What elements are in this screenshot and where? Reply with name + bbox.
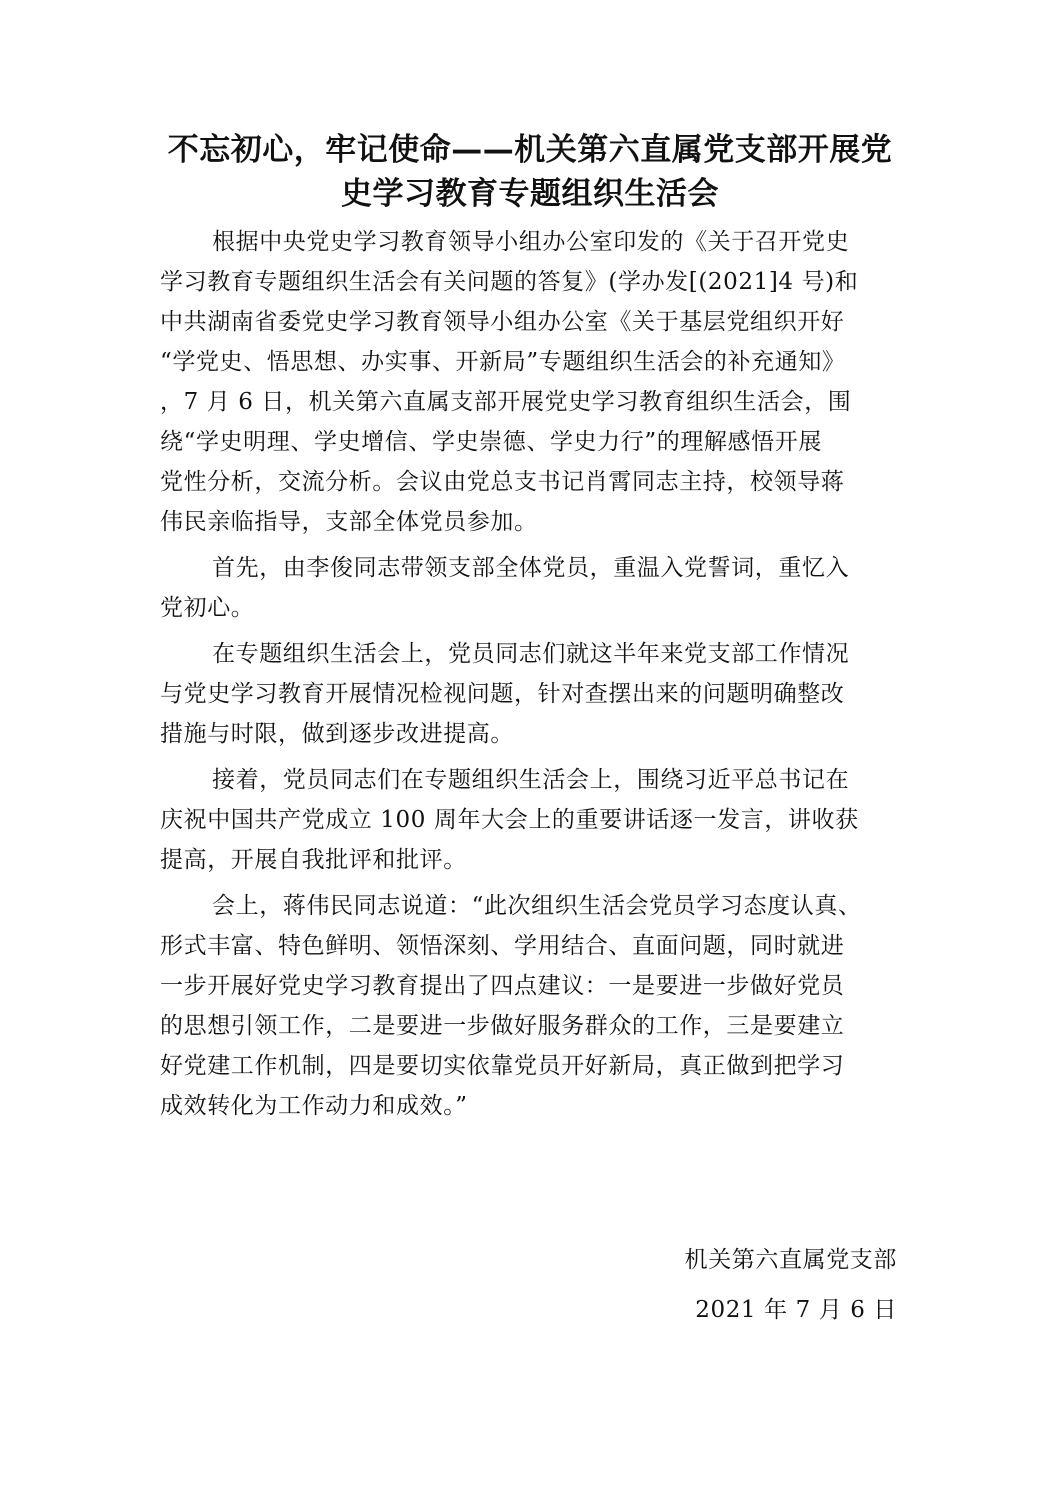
paragraph-line: ，7 月 6 日，机关第六直属支部开展党史学习教育组织生活会，围 (160, 389, 852, 415)
paragraph-line: 一步开展好党史学习教育提出了四点建议：一是要进一步做好党员 (160, 973, 845, 999)
paragraph-line: 会上，蒋伟民同志说道：“此次组织生活会党员学习态度认真、 (212, 893, 862, 919)
paragraph-line: 提高，开展自我批评和批评。 (160, 847, 467, 873)
document-title (150, 128, 910, 216)
paragraph-remarks (160, 886, 895, 1126)
paragraph-line: 庆祝中国共产党成立 100 周年大会上的重要讲话逐一发言，讲收获 (160, 807, 859, 833)
paragraph-line: 绕“学史明理、学史增信、学史崇德、学史力行”的理解感悟开展 (160, 429, 822, 455)
paragraph-review (160, 634, 895, 754)
paragraph-line: 成效转化为工作动力和成效。” (160, 1093, 468, 1119)
paragraph-line: 措施与时限，做到逐步改进提高。 (160, 721, 514, 747)
signature-block (685, 1240, 897, 1340)
paragraph-line: 中共湖南省委党史学习教育领导小组办公室《关于基层党组织开好 (160, 309, 845, 335)
title-line: 史学习教育专题组织生活会 (341, 176, 719, 212)
paragraph-line: 伟民亲临指导，支部全体党员参加。 (160, 509, 538, 535)
signature-date: 2021 年 7 月 6 日 (695, 1297, 897, 1323)
paragraph-speeches (160, 760, 895, 880)
paragraph-line: 首先，由李俊同志带领支部全体党员，重温入党誓词，重忆入 (212, 555, 850, 581)
paragraph-line: 根据中央党史学习教育领导小组办公室印发的《关于召开党史 (212, 229, 850, 255)
paragraph-line: 好党建工作机制，四是要切实依靠党员开好新局，真正做到把学习 (160, 1053, 845, 1079)
paragraph-intro (160, 222, 895, 542)
paragraph-line: 的思想引领工作，二是要进一步做好服务群众的工作，三是要建立 (160, 1013, 845, 1039)
paragraph-line: 党初心。 (160, 595, 255, 621)
paragraph-line: 接着，党员同志们在专题组织生活会上，围绕习近平总书记在 (212, 767, 850, 793)
paragraph-line: 形式丰富、特色鲜明、领悟深刻、学用结合、直面问题，同时就进 (160, 933, 845, 959)
title-line: 不忘初心，牢记使命——机关第六直属党支部开展党 (167, 132, 893, 168)
document-body (160, 222, 895, 1132)
paragraph-line: 党性分析，交流分析。会议由党总支书记肖霄同志主持，校领导蒋 (160, 469, 845, 495)
paragraph-line: 与党史学习教育开展情况检视问题，针对查摆出来的问题明确整改 (160, 681, 845, 707)
signature-organization: 机关第六直属党支部 (684, 1247, 897, 1273)
paragraph-line: 在专题组织生活会上，党员同志们就这半年来党支部工作情况 (212, 641, 850, 667)
paragraph-oath (160, 548, 895, 628)
paragraph-line: 学习教育专题组织生活会有关问题的答复》(学办发[(2021]4 号)和 (160, 269, 859, 295)
paragraph-line: “学党史、悟思想、办实事、开新局”专题组织生活会的补充通知》 (160, 349, 846, 375)
